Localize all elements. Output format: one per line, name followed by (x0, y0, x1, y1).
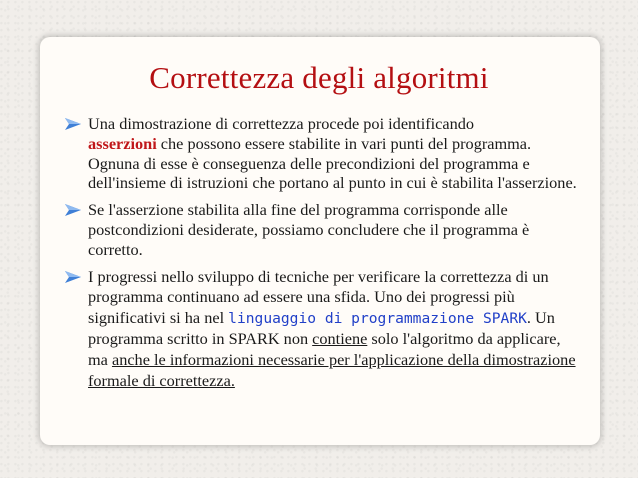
spark-language-link[interactable]: linguaggio di programmazione SPARK (228, 309, 527, 327)
bullet-1-text-b: che possono essere stabilite in vari punti del programma. Ognuna di esse è conseguenza delle precondizioni del programma e dell'insieme di istruzioni che portano al punto in cui è stabilita l'asserzione. (88, 133, 577, 193)
bullet-1-text-a: Una dimostrazione di correttezza procede poi identificando (88, 114, 475, 133)
bullet-item-3 (64, 267, 584, 392)
bullet-3-text-b: . Un programma scritto in SPARK non (88, 307, 555, 349)
bullet-list (64, 114, 584, 398)
keyword-asserzioni: asserzioni (88, 133, 157, 153)
arrow-bullet-icon (65, 271, 81, 283)
arrow-bullet-icon (65, 204, 81, 216)
bullet-3-text-a: I progressi nello sviluppo di tecniche per verificare la correttezza di un programma continuano ad essere una sfida. Uno dei progressi più significativi si ha nel (88, 266, 549, 327)
slide-title: Correttezza degli algoritmi (149, 60, 489, 95)
arrow-bullet-icon (65, 118, 81, 130)
underlined-contiene: contiene (312, 329, 368, 349)
bullet-item-1 (64, 114, 584, 193)
bullet-3-text-c: solo l'algoritmo da applicare, ma (88, 329, 561, 369)
bullet-item-2 (64, 200, 584, 259)
bullet-2-text: Se l'asserzione stabilita alla fine del programma corrisponde alle postcondizioni desiderate, possiamo concludere che il programma è corretto. (88, 200, 530, 259)
underlined-tail: anche le informazioni necessarie per l'applicazione della dimostrazione formale di correttezza. (88, 349, 576, 390)
